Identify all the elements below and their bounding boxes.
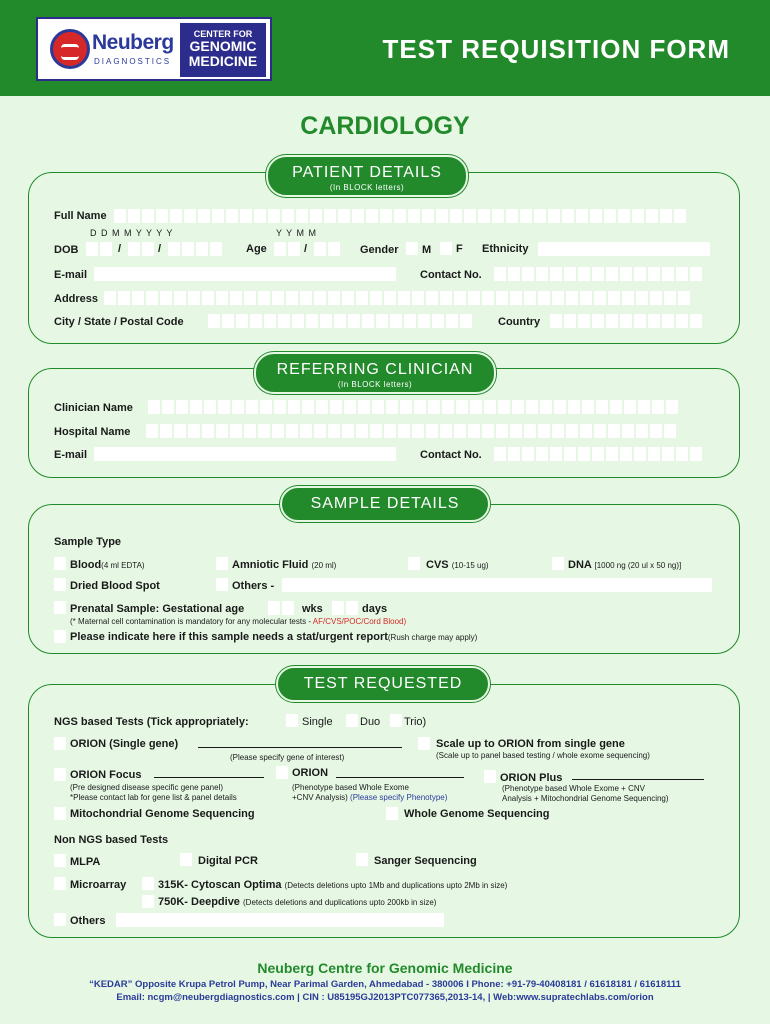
dob-hint: D D M M Y Y Y Y <box>90 228 174 238</box>
orion-sub1: (Phenotype based Whole Exome <box>292 783 409 792</box>
clinician-contact-boxes[interactable] <box>494 447 702 461</box>
logo <box>36 17 272 81</box>
prenatal-checkbox[interactable] <box>54 601 66 614</box>
maternal-note: (* Maternal cell contamination is mandatory for any molecular tests - AF/CVS/POC/Cord Blood) <box>70 617 407 626</box>
cytoscan-checkbox[interactable] <box>142 877 154 890</box>
others-sample-label: Others - <box>232 580 275 592</box>
orion-checkbox[interactable] <box>276 766 288 779</box>
duo-label: Duo <box>360 716 381 728</box>
single-label: Single <box>302 716 333 728</box>
sanger-label: Sanger Sequencing <box>374 855 477 867</box>
city-label: City / State / Postal Code <box>54 316 184 328</box>
blood-checkbox[interactable] <box>54 557 66 570</box>
prenatal-label: Prenatal Sample: Gestational age <box>70 603 245 615</box>
clinician-name-boxes[interactable] <box>148 400 678 414</box>
mito-checkbox[interactable] <box>54 807 66 820</box>
logo-emblem-icon <box>50 29 90 69</box>
wgs-label: Whole Genome Sequencing <box>404 808 550 820</box>
sample-pill <box>280 486 490 522</box>
footer-title: Neuberg Centre for Genomic Medicine <box>257 960 513 976</box>
others-test-checkbox[interactable] <box>54 913 66 926</box>
sanger-checkbox[interactable] <box>356 853 368 866</box>
mlpa-label: MLPA <box>70 856 101 868</box>
orion-plus-checkbox[interactable] <box>484 770 496 783</box>
orion-focus-line[interactable] <box>154 768 264 778</box>
dob-day-boxes[interactable] <box>86 242 112 256</box>
form-title: TEST REQUISITION FORM <box>382 34 730 64</box>
ethnicity-field[interactable] <box>538 242 710 256</box>
gender-f-label: F <box>456 243 463 255</box>
logo-right-line2: GENOMIC <box>189 38 257 54</box>
orion-single-sub: (Please specify gene of interest) <box>230 753 345 762</box>
clinician-email-label: E-mail <box>54 449 88 461</box>
clinician-contact-label: Contact No. <box>420 449 482 461</box>
patient-email-label: E-mail <box>54 269 88 281</box>
gestation-days-boxes[interactable] <box>332 601 358 615</box>
trio-label: Trio) <box>404 716 427 728</box>
footer-address: “KEDAR” Opposite Krupa Petrol Pump, Near Parimal Garden, Ahmedabad - 380006 I Phone: +91-79-40408181 / 61618181 / 61618111 <box>89 979 681 990</box>
age-year-boxes[interactable] <box>274 242 300 256</box>
orion-plus-sub1: (Phenotype based Whole Exome + CNV <box>502 784 645 793</box>
age-hint: Y Y M M <box>276 228 318 238</box>
orion-label: ORION <box>292 767 329 779</box>
clinician-pill-title: REFERRING CLINICIAN <box>276 361 474 378</box>
others-test-field[interactable] <box>116 913 444 927</box>
scale-up-checkbox[interactable] <box>418 737 430 750</box>
wgs-checkbox[interactable] <box>386 807 398 820</box>
orion-plus-label: ORION Plus <box>500 772 563 784</box>
full-name-label: Full Name <box>54 210 107 222</box>
dob-month-boxes[interactable] <box>128 242 154 256</box>
orion-plus-line[interactable] <box>572 770 704 780</box>
logo-right-line1: CENTER FOR <box>193 29 253 39</box>
ngs-label: NGS based Tests (Tick appropriately: <box>54 716 249 728</box>
digital-pcr-checkbox[interactable] <box>180 853 192 866</box>
address-boxes[interactable] <box>104 291 690 305</box>
dna-checkbox[interactable] <box>552 557 564 570</box>
gender-m-label: M <box>422 244 432 256</box>
hospital-name-label: Hospital Name <box>54 426 131 438</box>
dob-year-boxes[interactable] <box>168 242 222 256</box>
age-month-boxes[interactable] <box>314 242 340 256</box>
logo-sub: DIAGNOSTICS <box>94 57 172 66</box>
dob-slash-2: / <box>158 243 162 255</box>
age-label: Age <box>246 243 267 255</box>
logo-right <box>180 23 266 77</box>
address-label: Address <box>54 293 99 305</box>
urgent-label: Please indicate here if this sample needs a stat/urgent report(Rush charge may apply) <box>70 631 478 643</box>
country-boxes[interactable] <box>550 314 702 328</box>
non-ngs-label: Non NGS based Tests <box>54 834 169 846</box>
gender-label: Gender <box>360 244 399 256</box>
logo-name: Neuberg <box>92 31 174 54</box>
tests-pill <box>276 666 490 702</box>
orion-plus-sub2: Analysis + Mitochondrial Genome Sequencing) <box>502 794 669 803</box>
clinician-email-field[interactable] <box>94 447 396 461</box>
orion-sub2: +CNV Analysis) (Please specify Phenotype) <box>292 793 448 802</box>
clinician-pill-sub: (In BLOCK letters) <box>337 380 413 389</box>
patient-contact-boxes[interactable] <box>494 267 702 281</box>
amniotic-label: Amniotic Fluid (20 ml) <box>232 559 337 571</box>
hospital-name-boxes[interactable] <box>146 424 676 438</box>
sample-pill-title: SAMPLE DETAILS <box>310 495 460 512</box>
urgent-checkbox[interactable] <box>54 630 66 643</box>
patient-pill <box>266 155 468 197</box>
sample-type-label: Sample Type <box>54 536 122 548</box>
dob-slash-1: / <box>118 243 122 255</box>
dried-blood-checkbox[interactable] <box>54 578 66 591</box>
clinician-pill <box>254 352 496 394</box>
duo-checkbox[interactable] <box>346 714 358 727</box>
section-title: CARDIOLOGY <box>300 112 470 140</box>
city-boxes[interactable] <box>208 314 472 328</box>
dna-label: DNA [1000 ng (20 ul x 50 ng)] <box>568 559 682 571</box>
tests-pill-title: TEST REQUESTED <box>303 675 463 692</box>
cvs-label: CVS (10-15 ug) <box>426 559 489 571</box>
gestation-weeks-boxes[interactable] <box>268 601 294 615</box>
single-checkbox[interactable] <box>286 714 298 727</box>
country-label: Country <box>498 316 541 328</box>
orion-focus-checkbox[interactable] <box>54 768 66 781</box>
orion-focus-label: ORION Focus <box>70 769 142 781</box>
orion-focus-sub1: (Pre designed disease specific gene panel) <box>70 783 223 792</box>
age-slash: / <box>304 243 308 255</box>
orion-focus-sub2: *Please contact lab for gene list & panel details <box>70 793 237 802</box>
digital-pcr-label: Digital PCR <box>198 855 258 867</box>
blood-label: Blood(4 ml EDTA) <box>70 559 145 571</box>
orion-single-label: ORION (Single gene) <box>70 738 179 750</box>
microarray-label: Microarray <box>70 879 127 891</box>
orion-single-gene-line[interactable] <box>198 738 402 748</box>
scale-up-label: Scale up to ORION from single gene <box>436 738 625 750</box>
others-test-label: Others <box>70 915 106 927</box>
patient-pill-title: PATIENT DETAILS <box>292 164 442 181</box>
mlpa-checkbox[interactable] <box>54 854 66 867</box>
orion-line[interactable] <box>336 768 464 778</box>
deepdive-checkbox[interactable] <box>142 895 154 908</box>
wks-label: wks <box>302 603 323 615</box>
dried-blood-label: Dried Blood Spot <box>70 580 160 592</box>
dob-label: DOB <box>54 244 79 256</box>
days-label: days <box>362 603 388 615</box>
amniotic-checkbox[interactable] <box>216 557 228 570</box>
microarray-checkbox[interactable] <box>54 877 66 890</box>
gender-m-checkbox[interactable] <box>406 242 418 255</box>
logo-left <box>42 23 178 77</box>
full-name-boxes[interactable] <box>114 209 686 223</box>
ethnicity-label: Ethnicity <box>482 243 529 255</box>
others-sample-checkbox[interactable] <box>216 578 228 591</box>
others-sample-field[interactable] <box>282 578 712 592</box>
patient-pill-sub: (In BLOCK letters) <box>329 183 405 192</box>
scale-up-sub: (Scale up to panel based testing / whole exome sequencing) <box>436 751 650 760</box>
clinician-name-label: Clinician Name <box>54 402 133 414</box>
mito-label: Mitochondrial Genome Sequencing <box>70 808 255 820</box>
deepdive-label: 750K- Deepdive (Detects deletions and duplications upto 200kb in size) <box>158 896 437 908</box>
patient-contact-label: Contact No. <box>420 269 482 281</box>
cvs-checkbox[interactable] <box>408 557 420 570</box>
cytoscan-label: 315K- Cytoscan Optima (Detects deletions upto 1Mb and duplications upto 2Mb in size) <box>158 879 508 891</box>
trio-checkbox[interactable] <box>390 714 402 727</box>
orion-single-checkbox[interactable] <box>54 737 66 750</box>
logo-right-line3: MEDICINE <box>188 53 258 69</box>
gender-f-checkbox[interactable] <box>440 242 452 255</box>
footer-contact: Email: ncgm@neubergdiagnostics.com | CIN : U85195GJ2013PTC077365,2013-14, | Web:www.supratechlabs.com/orion <box>116 992 654 1003</box>
patient-email-field[interactable] <box>94 267 396 281</box>
